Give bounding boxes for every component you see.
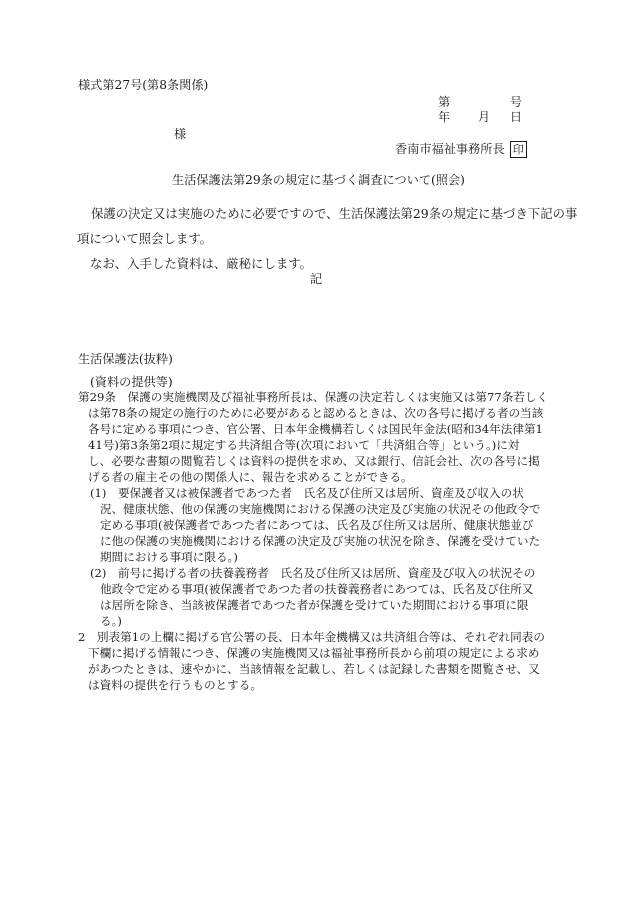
paragraph2-line: 2 別表第1の上欄に掲げる官公署の長、日本年金機構又は共済組合等は、それぞれ同表の [78,630,545,644]
date-year: 年 [438,110,451,124]
date-month: 月 [477,110,491,124]
ki-marker: 記 [310,272,323,286]
body-line: なお、入手した資料は、厳秘にします。 [90,256,313,271]
item2-line: は居所を除き、当該被保護者であつた者が保護を受けていた期間における事項に限 [100,598,529,612]
article29-line: 第29条 保護の実施機関及び福祉事務所長は、保護の決定若しくは実施又は第77条若しく [78,390,549,404]
date-day: 日 [509,110,522,124]
article29-line: し、必要な書類の閲覧若しくは資料の提供を求め、又は銀行、信託会社、次の各号に掲 [88,454,540,468]
item1-line: 況、健康状態、他の保護の実施機関における保護の決定及び実施の状況その他政令で [100,502,541,516]
item1-line: 定める事項(被保護者であつた者にあつては、氏名及び住所又は居所、健康状態並び [100,518,534,532]
body-paragraph [77,206,578,221]
form-number: 様式第27号(第8条関係) [78,78,209,92]
addressee-suffix: 様 [174,127,187,141]
body-paragraph-cont [77,233,547,245]
item1-line: に他の保護の実施機関における保護の決定及び実施の状況を除き、保護を受けていた [100,534,541,548]
paragraph2-line: 下欄に掲げる情報につき、保護の実施機関又は福祉事務所長から前項の規定による求め [88,646,540,660]
article-caption: (資料の提供等) [90,375,173,389]
article29-line: げる者の雇主その他の関係人に、報告を求めることができる。 [88,470,413,484]
seal-box: 印 [510,141,527,158]
document-number-row [438,96,528,108]
item1-line: (1) 要保護者又は被保護者であつた者 氏名及び住所又は居所、資産及び収入の状 [90,486,524,500]
item2-line: 他政令で定める事項(被保護者であつた者の扶養義務者にあつては、氏名及び住所又 [100,582,534,596]
number-label: 第 [438,95,451,109]
article29-line: 各号に定める事項につき、官公署、日本年金機構若しくは国民年金法(昭和34年法律第1 [88,422,543,436]
law-heading: 生活保護法(抜粋) [78,352,173,366]
body-note [77,258,547,270]
article29-line: 41号)第3条第2項に規定する共済組合等(次項において「共済組合等」という。)に対 [88,438,520,452]
sender-block [395,141,527,158]
body-line: 保護の決定又は実施のために必要ですので、生活保護法第29条の規定に基づき下記の事 [91,206,578,221]
paragraph2-line: があつたときは、速やかに、当該情報を記載し、若しくは記録した書類を閲覧させ、又 [88,662,540,676]
item2-line: (2) 前号に掲げる者の扶養義務者 氏名及び住所又は居所、資産及び収入の状況その [90,566,536,580]
date-row [438,111,528,123]
body-line: 項について照会します。 [77,231,213,246]
number-suffix: 号 [509,95,522,109]
article29-line: は第78条の規定の施行のために必要があると認めるときは、次の各号に掲げる者の当該 [88,406,544,420]
paragraph2-line: は資料の提供を行うものとする。 [88,678,262,692]
document-title: 生活保護法第29条の規定に基づく調査について(照会) [172,173,465,187]
item2-line: る。) [100,614,122,628]
item1-line: 期間における事項に限る。) [100,550,238,564]
sender-name: 香南市福祉事務所長 [395,142,505,156]
